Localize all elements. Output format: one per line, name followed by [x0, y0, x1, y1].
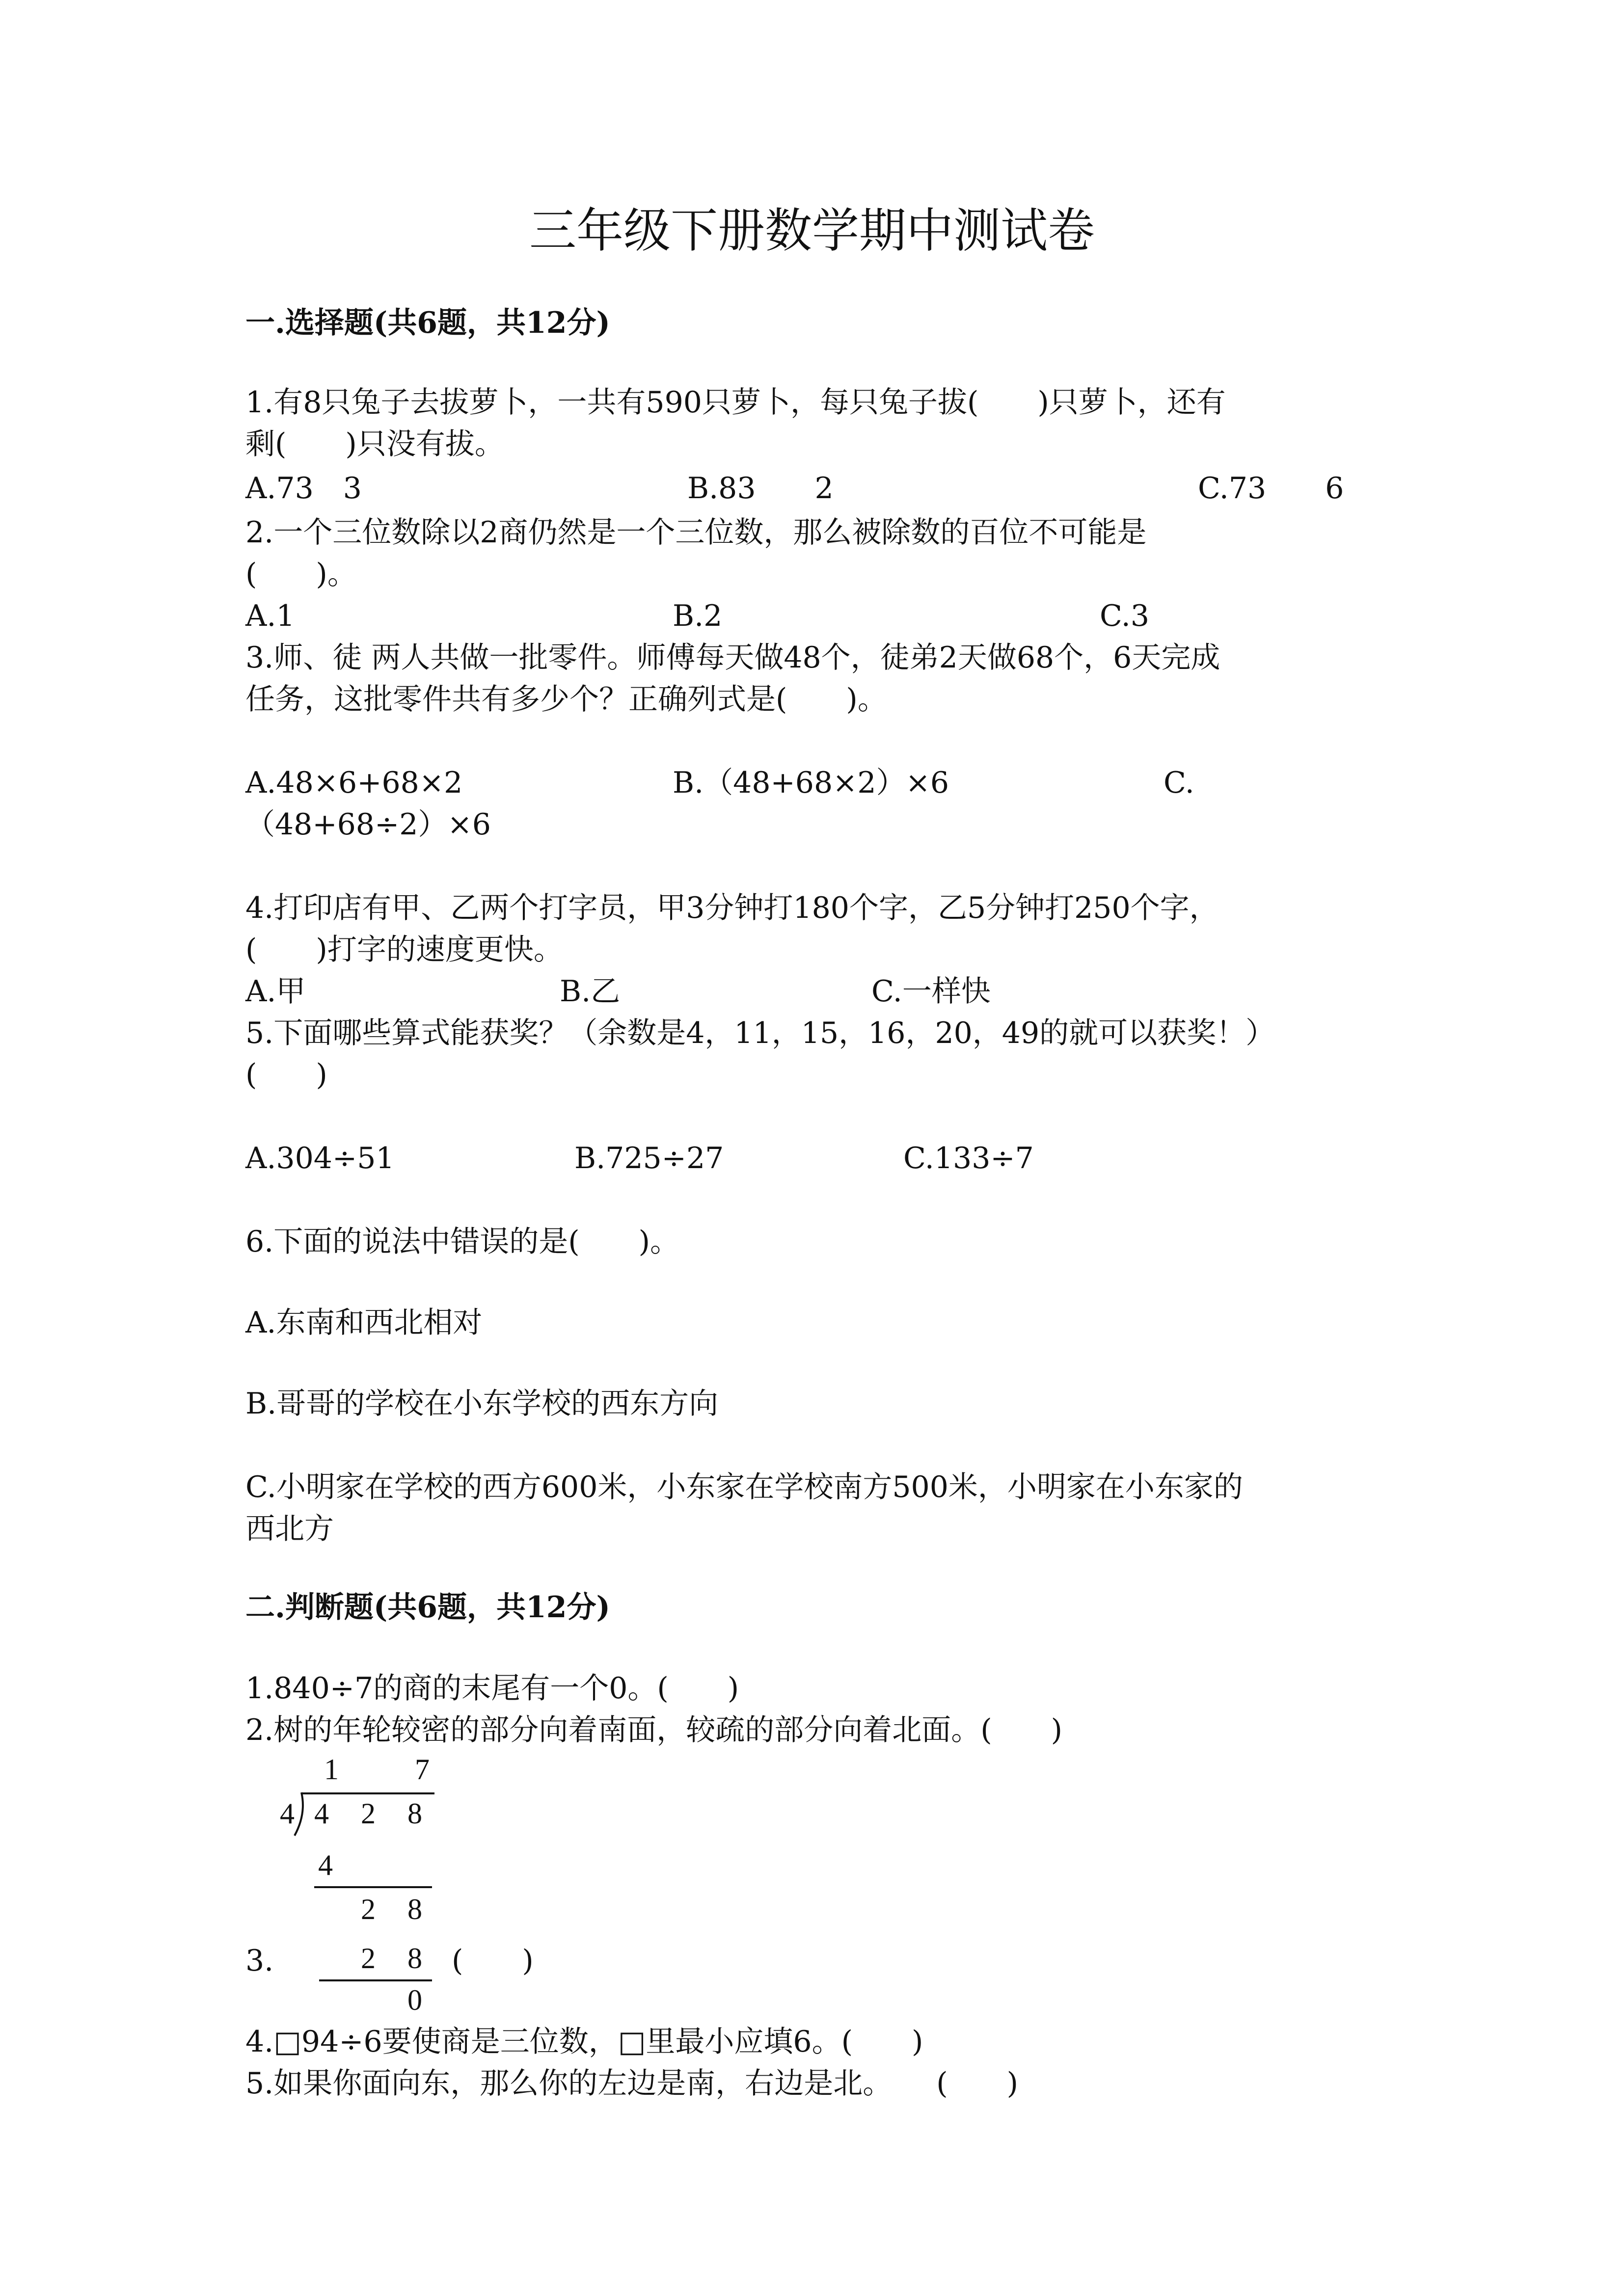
question-5-option-a: A.304÷51: [245, 1141, 395, 1175]
question-5-line2: ( ): [245, 1058, 327, 1092]
question-1-line1: 1.有8只兔子去拔萝卜，一共有590只萝卜，每只兔子拔( )只萝卜，还有: [245, 385, 1226, 420]
question-4-line2: ( )打字的速度更快。: [245, 933, 563, 967]
question-3-option-b: B.（48+68×2）×6: [673, 766, 949, 800]
question-6-option-b: B.哥哥的学校在小东学校的西东方向: [245, 1387, 719, 1421]
judgment-4: 4.□94÷6要使商是三位数，□里最小应填6。( ): [245, 2025, 923, 2059]
question-1-line2: 剩( )只没有拔。: [245, 427, 504, 461]
division-bracket: [293, 1791, 307, 1837]
judgment-5: 5.如果你面向东，那么你的左边是南，右边是北。 ( ): [245, 2066, 1019, 2101]
question-3-option-c-expression: （48+68÷2）×6: [245, 807, 491, 842]
divisor: 4: [280, 1797, 295, 1830]
question-4-option-c: C.一样快: [871, 974, 991, 1009]
quotient-digit: 1: [324, 1753, 339, 1786]
quotient-digit: 7: [415, 1753, 430, 1786]
question-4-option-b: B.乙: [560, 974, 621, 1009]
question-5-option-c: C.133÷7: [903, 1141, 1034, 1175]
judgment-3-label: 3.: [245, 1944, 274, 1978]
question-6-option-a: A.东南和西北相对: [245, 1306, 483, 1340]
section-heading-judgment: 二.判断题(共6题，共12分): [245, 1590, 610, 1625]
subtraction-line: [314, 1886, 432, 1888]
judgment-2: 2.树的年轮较密的部分向着南面，较疏的部分向着北面。( ): [245, 1713, 1063, 1747]
question-6-option-c-line2: 西北方: [245, 1512, 334, 1546]
question-3-option-c: C.: [1164, 766, 1194, 800]
section-heading-choice: 一.选择题(共6题，共12分): [245, 306, 610, 340]
question-5-line1: 5.下面哪些算式能获奖？（余数是4，11，15，16，20，49的就可以获奖！）: [245, 1016, 1275, 1050]
page-title: 三年级下册数学期中测试卷: [529, 203, 1095, 258]
question-3-line2: 任务，这批零件共有多少个？正确列式是( )。: [245, 682, 887, 717]
judgment-3-answer-paren: ( ): [452, 1944, 534, 1978]
dividend-digit: 8: [407, 1797, 422, 1830]
question-6-option-c-line1: C.小明家在学校的西方600米，小东家在学校南方500米，小明家在小东家的: [245, 1470, 1243, 1504]
division-bar: [302, 1792, 434, 1794]
question-2-option-b: B.2: [673, 599, 723, 633]
question-6-line1: 6.下面的说法中错误的是( )。: [245, 1225, 680, 1259]
subtraction-step: 8: [407, 1942, 422, 1975]
question-2-option-a: A.1: [245, 599, 295, 633]
question-2-option-c: C.3: [1100, 599, 1150, 633]
question-2-line1: 2.一个三位数除以2商仍然是一个三位数，那么被除数的百位不可能是: [245, 515, 1147, 550]
remainder-digit: 2: [361, 1893, 376, 1925]
subtraction-line: [319, 1979, 432, 1981]
question-3-option-a: A.48×6+68×2: [245, 766, 463, 800]
remainder-digit: 8: [407, 1893, 422, 1925]
question-1-option-c: C.73 6: [1198, 471, 1344, 506]
question-5-option-b: B.725÷27: [574, 1141, 724, 1175]
subtraction-step: 4: [318, 1849, 333, 1881]
question-1-option-b: B.83 2: [687, 471, 834, 506]
question-3-line1: 3.师、徒 两人共做一批零件。师傅每天做48个，徒弟2天做68个，6天完成: [245, 641, 1220, 675]
judgment-1: 1.840÷7的商的末尾有一个0。( ): [245, 1671, 739, 1706]
subtraction-step: 2: [361, 1942, 376, 1975]
question-2-line2: ( )。: [245, 557, 357, 591]
question-1-option-a: A.73 3: [245, 471, 362, 506]
question-4-line1: 4.打印店有甲、乙两个打字员，甲3分钟打180个字，乙5分钟打250个字，: [245, 891, 1219, 925]
question-4-option-a: A.甲: [245, 974, 306, 1009]
dividend-digit: 4: [314, 1797, 329, 1830]
final-remainder: 0: [407, 1984, 422, 2016]
dividend-digit: 2: [361, 1797, 376, 1830]
